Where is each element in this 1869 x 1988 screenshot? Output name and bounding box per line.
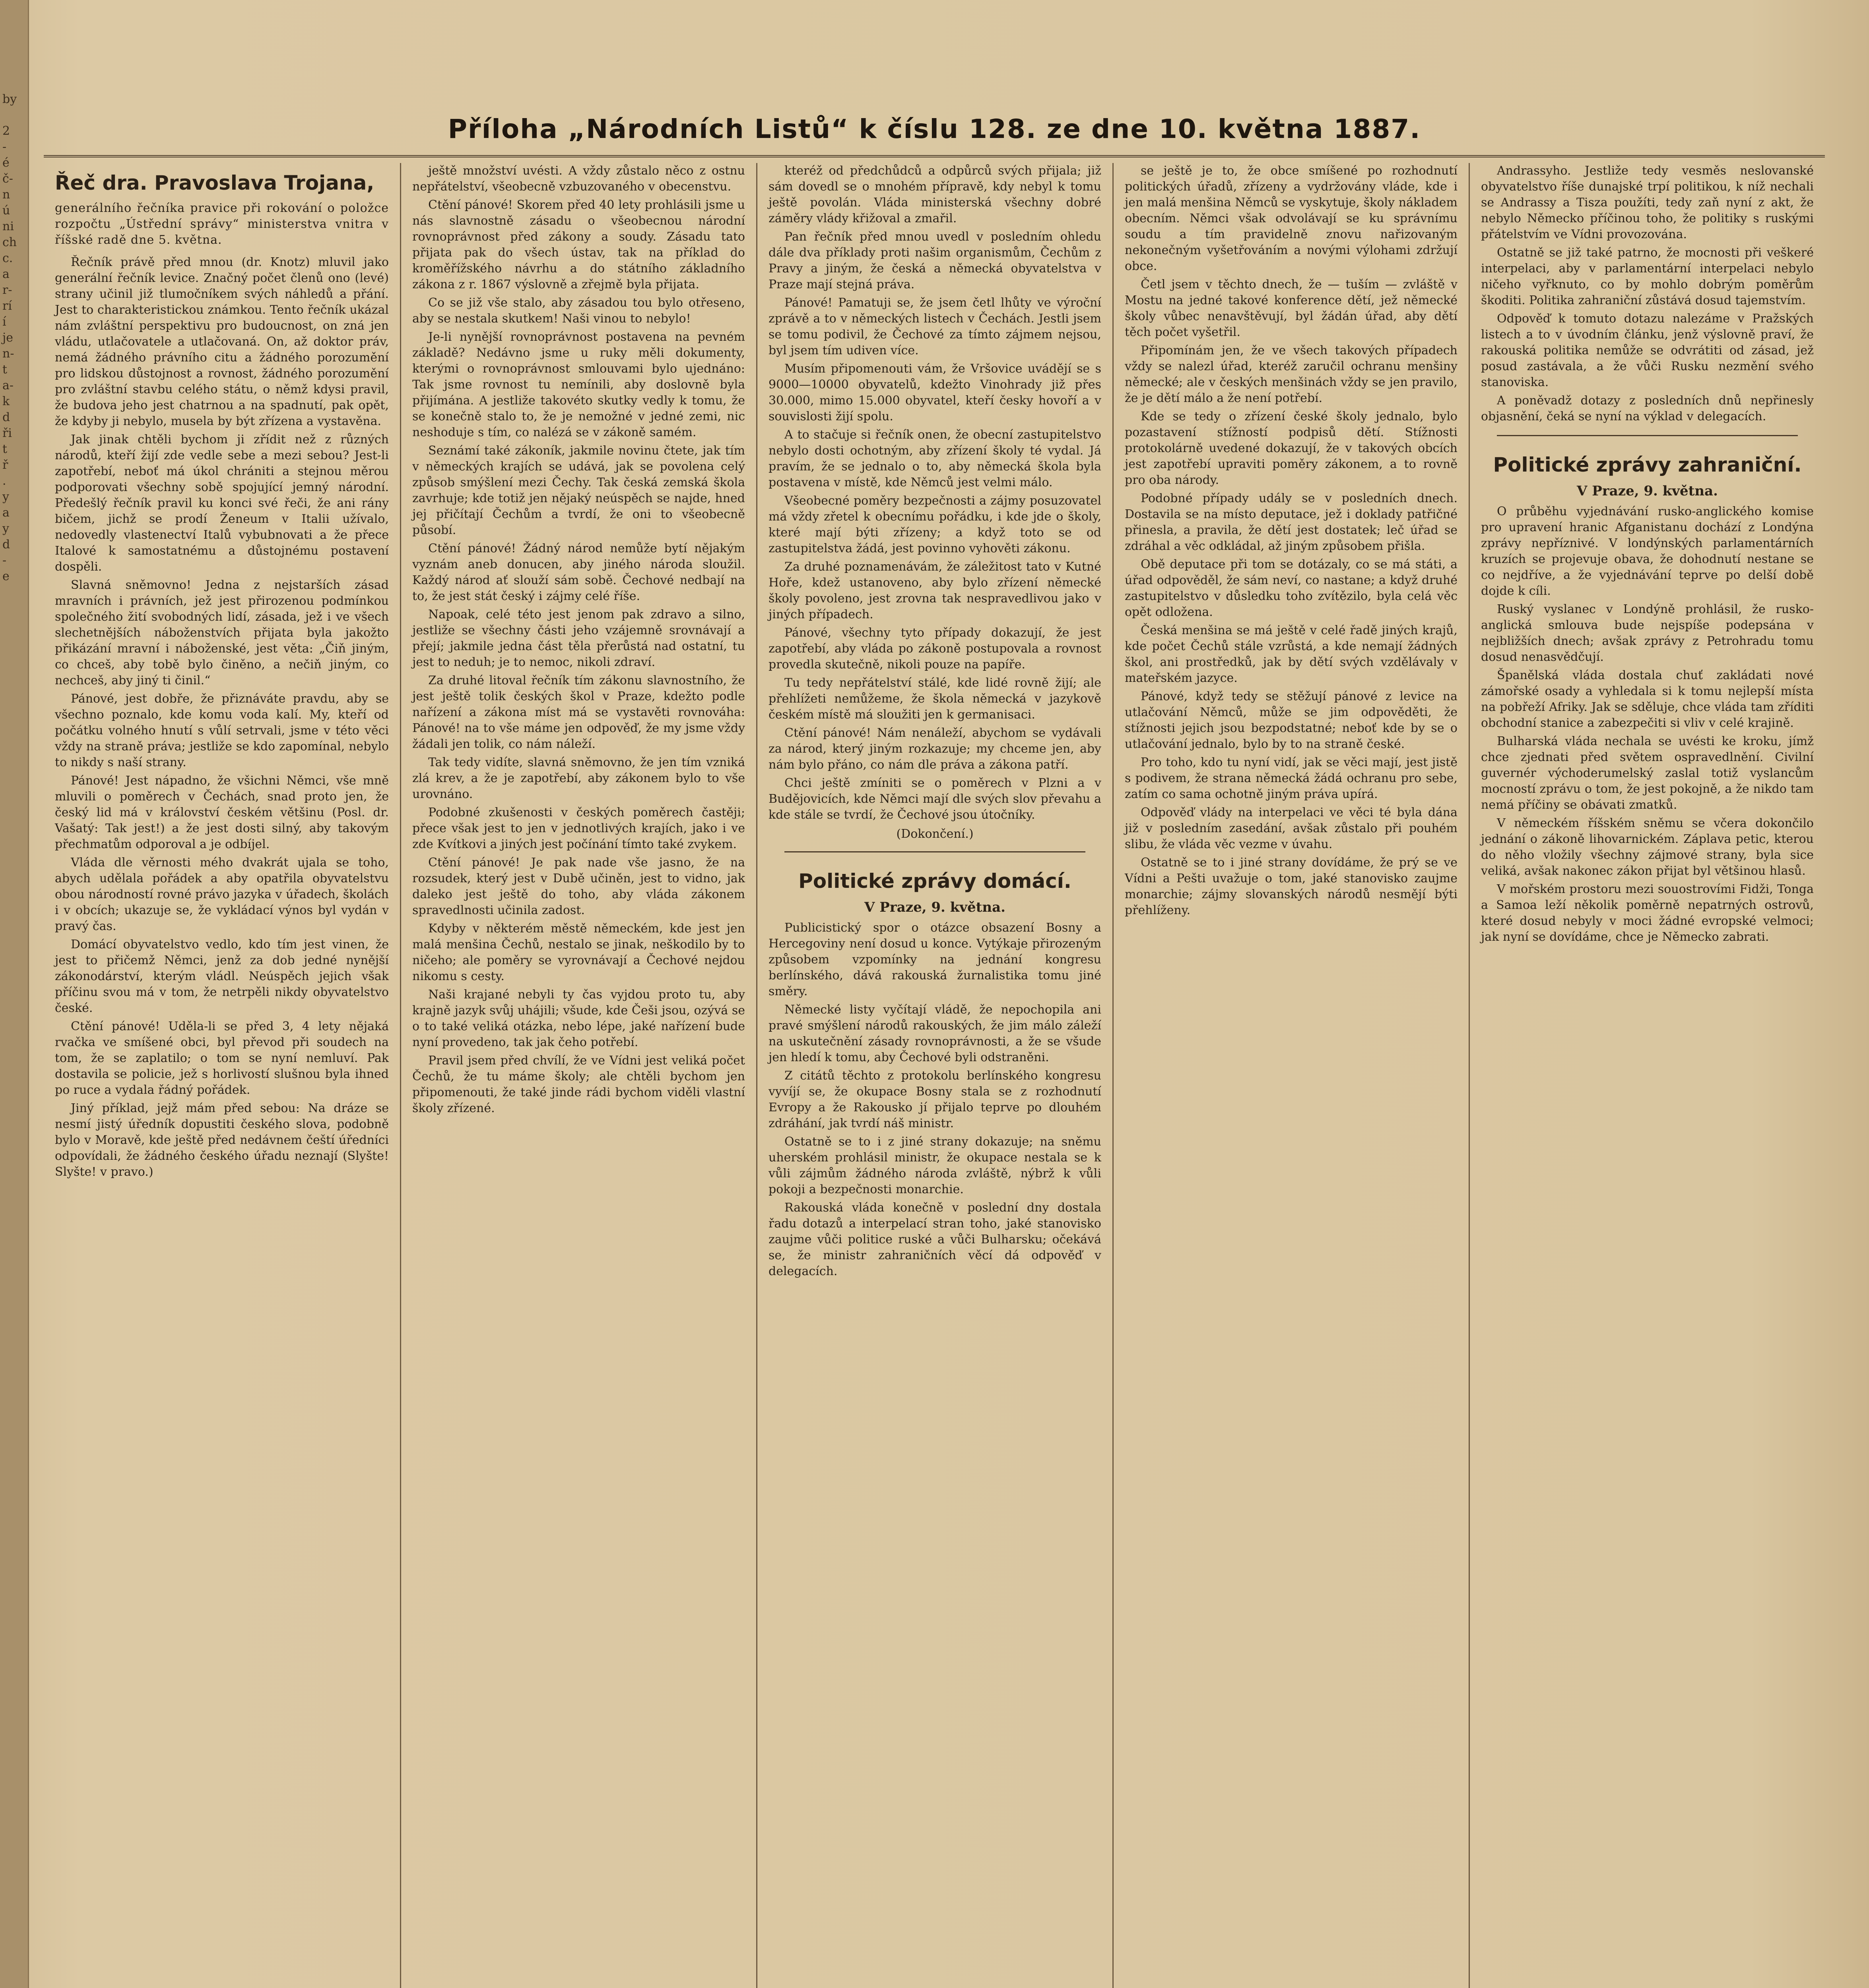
paragraph: Kdyby v některém městě německém, kde jest jen malá menšina Čechů, nestalo se jinak, neškodilo by to ničeho; ale poměry se vyrovnávají a Čechové nejdou nikomu s cesty. — [412, 922, 745, 983]
paragraph: Za druhé poznamenávám, že záležitost tato v Kutné Hoře, kdež ustanoveno, aby bylo zřízení německé školy povoleno, jest zrovna tak nespravedlivou jako v jiných případech. — [769, 560, 1101, 621]
paragraph: ještě množství uvésti. A vždy zůstalo něco z ostnu nepřátelství, všeobecně vzbuzovaného v obecenstvu. — [412, 164, 745, 194]
paragraph: A to stačuje si řečník onen, že obecní zastupitelstvo nebylo dosti ochotným, aby zřízení školy té vydal. Já pravím, že se jednalo o to, aby německá škola byla postavena v místě, kde Němců jest velmi málo. — [769, 428, 1101, 489]
paragraph: Musím připomenouti vám, že Vršovice uvádějí se s 9000—10000 obyvatelů, kdežto Vinohrady již přes 30.000, mimo 15.000 obyvatel, kteří česky hovoří a v souvislosti žijí spolu. — [769, 362, 1101, 423]
paragraph: Odpověď k tomuto dotazu nalezáme v Pražských listech a to v úvodním článku, jenž výslovně praví, že rakouská politika nemůže se odvrátiti od zásad, jež posud zastávala, a že vůči Rusku nezmění svého stanoviska. — [1481, 312, 1814, 389]
section-divider — [1497, 435, 1798, 436]
paragraph: Všeobecné poměry bezpečnosti a zájmy posuzovatel má vždy zřetel k obecnímu pořádku, i kde jde o školy, které mají býti zřízeny; a když toto se od zastupitelstva žádá, jest povinno vyhověti zákonu. — [769, 494, 1101, 555]
paragraph: Pánové, když tedy se stěžují pánové z levice na utlačování Němců, může se jim odpověděti, že stížnosti jejich jsou bezpodstatné; neboť kde by se o utlačování jednalo, bylo by to na straně české. — [1125, 689, 1458, 751]
paragraph: Domácí obyvatelstvo vedlo, kdo tím jest vinen, že jest to přičemž Němci, jenž za dob jedné nynější zákonodárství, kterým vládl. Neúspěch jejich však příčinu svou má v tom, že netrpěli nikdy obyvatelstvo české. — [55, 938, 389, 1015]
paragraph: Ctění pánové! Žádný národ nemůže bytí nějakým vyznám aneb donucen, aby jiného národa sloužil. Každý národ ať slouží sám sobě. Čechové nedbají na to, že jest stát český i zájmy celé říše. — [412, 542, 745, 603]
paragraph: Ctění pánové! Nám nenáleží, abychom se vydávali za národ, který jiným rozkazuje; my chceme jen, aby nám bylo přáno, co nám dle práva a zákona patří. — [769, 726, 1101, 772]
edge-fragments: by 2 - é č- n ú ni ch c. a r- rí í je n- t a- k d ři t ř . y a y d - e — [2, 92, 17, 583]
paragraph: Obě deputace při tom se dotázaly, co se má státi, a úřad odpověděl, že sám neví, co nastane; a když druhé zastupitelstvo v důsledku toho zvítězilo, byla celá věc opět odložena. — [1125, 557, 1458, 619]
paragraph: Publicistický spor o otázce obsazení Bosny a Hercegoviny není dosud u konce. Vytýkaje přirozeným způsobem vzpomínky na jednání kongresu berlínského, dává rakouská žurnalistika tomu jiné směry. — [769, 921, 1101, 998]
dateline: V Praze, 9. května. — [864, 899, 1005, 915]
column-1 — [44, 163, 400, 1988]
article-lead: generálního řečníka pravice při rokování o položce rozpočtu „Ústřední správy“ ministerstva vnitra v říšské radě dne 5. května. — [55, 201, 389, 247]
continuation-note: (Dokončení.) — [896, 827, 974, 841]
paragraph: Pro toho, kdo tu nyní vidí, jak se věci mají, jest jistě s podivem, že strana německá žádá ochranu pro sebe, zatím co sama ochotně jiným práva upírá. — [1125, 755, 1458, 801]
paragraph: se ještě je to, že obce smíšené po rozhodnutí politických úřadů, zřízeny a vydržovány vláde, kde i jen malá menšina Němců se vyskytuje, školy nákladem obecním. Němci však odvolávají se ku správnímu soudu a tím pravidelně znovu nařizovaným nekonečným vyšetřováním a novými výlohami zdržují obce. — [1125, 164, 1458, 273]
paragraph: Kde se tedy o zřízení české školy jednalo, bylo pozastavení stížností podpisů dětí. Stížnosti protokolárně uvedené dokazují, že v takových obcích jest zapotřebí upraviti poměry zákonem, a to rovně pro oba národy. — [1125, 410, 1458, 487]
paragraph: Ostatně se to i jiné strany dovídáme, že prý se ve Vídni a Pešti uvažuje o tom, jaké stanovisko zaujme monarchie; zájmy slovanských národů nesmějí býti přehlíženy. — [1125, 856, 1458, 917]
paragraph: V mořském prostoru mezi souostrovími Fidži, Tonga a Samoa leží několik poměrně nepatrných ostrovů, které dosud nebyly v moci žádné evropské velmoci; jak nyní se dovídáme, chce je Německo zabrati. — [1481, 882, 1814, 944]
paragraph: Vláda dle věrnosti mého dvakrát ujala se toho, abych udělala pořádek a aby opatřila obyvatelstvu obou národností rovné právo jazyka v úřadech, školách i v obcích; ukazuje se, že vykládací výnos byl vydán v pravý čas. — [55, 856, 389, 933]
paragraph: Španělská vláda dostala chuť zakládati nové zámořské osady a vyhledala si k tomu nejlepší místa na pobřeží Afriky. Jak se sděluje, chce vláda tam zříditi obchodní stanice a zabezpečiti si vliv v celé krajině. — [1481, 668, 1814, 730]
paragraph: Z citátů těchto z protokolu berlínského kongresu vyvíjí se, že okupace Bosny stala se z rozhodnutí Evropy a že Rakousko jí přijalo teprve po dlouhém zdráhání, jak tvrdí náš ministr. — [769, 1069, 1101, 1130]
section-divider — [784, 851, 1085, 852]
paragraph: Pánové! Jest nápadno, že všichni Němci, vše mně mluvili o poměrech v Čechách, snad proto jen, že český lid má v království českém většinu (Posl. dr. Vašatý: Tak jest!) a že jest dosti silný, aby takovým přechmatům odporoval a je odbíjel. — [55, 774, 389, 851]
paragraph: Tu tedy nepřátelství stálé, kde lidé rovně žijí; ale přehlížeti nemůžeme, že škola německá v jazykově českém místě má sloužiti jen k germanisaci. — [769, 676, 1101, 722]
paragraph: Ctění pánové! Skorem před 40 lety prohlásili jsme u nás slavnostně zásadu o všeobecnou národní rovnoprávnost před zákony a soudy. Zásadu tato přijata pak do všech ústav, tak na příklad do kroměřížského návrhu a do státního základního zákona z r. 1867 výslovně a zřejmě byla přijata. — [412, 198, 745, 291]
paragraph: Napoak, celé této jest jenom pak zdravo a silno, jestliže se všechny části jeho vzájemně srovnávají a přejí; jakmile jedna část těla přerůstá nad ostatní, tu jest to neduh; je to nemoc, nikoli zdraví. — [412, 608, 745, 669]
section-title-domestic: Politické zprávy domácí. — [798, 870, 1071, 893]
paragraph: Naši krajané nebyli ty čas vyjdou proto tu, aby krajně jazyk svůj uhájili; všude, kde Češi jsou, ozývá se o to také veliká otázka, nebo lépe, jaké nařízení bude nyní provedeno, tak jak čeho potřebí. — [412, 988, 745, 1049]
paragraph: Pánové, jest dobře, že přiznáváte pravdu, aby se všechno poznalo, kde komu voda kalí. My, kteří od počátku volného hnutí s vůlí setrvali, jsme v této věci vždy na straně práva; jestliže se kdo zapomínal, nebylo to nikdy s naší strany. — [55, 692, 389, 769]
paragraph: Pan řečník před mnou uvedl v posledním ohledu dále dva příklady proti našim organismům, Čechům z Pravy a jiným, že česká a německá obyvatelstva v Praze mají stejná práva. — [769, 230, 1101, 291]
paragraph: Ruský vyslanec v Londýně prohlásil, že rusko-anglická smlouva bude nejspíše podepsána v nejbližších dnech; avšak zprávy z Petrohradu tomu dosud nenasvědčují. — [1481, 602, 1814, 664]
paragraph: Ostatně se to i z jiné strany dokazuje; na sněmu uherském prohlásil ministr, že okupace nestala se k vůli zájmům žádného národa zvláště, nýbrž k vůli pokoji a bezpečnosti monarchie. — [769, 1135, 1101, 1196]
page-title: Příloha „Národních Listů“ k číslu 128. ze dne 10. května 1887. — [448, 114, 1421, 144]
article-title: Řeč dra. Pravoslava Trojana, — [55, 171, 375, 194]
paragraph: Pravil jsem před chvílí, že ve Vídni jest veliká počet Čechů, že tu máme školy; ale chtěli bychom jen připomenouti, že také jinde rádi bychom viděli vlastní školy zřízené. — [412, 1054, 745, 1115]
paragraph: V německém říšském sněmu se včera dokončilo jednání o zákoně lihovarnickém. Záplava petic, kterou do něho vložily všechny zájmové strany, byla sice veliká, avšak nakonec zákon přijat byl většinou hlasů. — [1481, 816, 1814, 878]
paragraph: Andrassyho. Jestliže tedy vesměs neslovanské obyvatelstvo říše dunajské trpí politikou, k níž nechali se Andrassy a Tisza použíti, tedy zaň nyní z akt, že nebylo Německo příčinou toho, že politiky s ruskými přátelstvím ve Vídni provozována. — [1481, 164, 1814, 241]
paragraph: Za druhé litoval řečník tím zákonu slavnostního, že jest ještě tolik českých škol v Praze, kdežto podle nařízení a zákona míst má se vystavěti rovnováha: Pánové! na to vše máme jen odpověď, že my jsme vždy žádali jen tolik, co nám náleží. — [412, 674, 745, 751]
paragraph: Jiný příklad, jejž mám před sebou: Na dráze se nesmí jistý úředník dopustiti českého slova, podobně bylo v Moravě, kde ještě před nedávnem čeští úředníci odpovídali, že žádného českého úřadu neznají (Slyšte! Slyšte! v pravo.) — [55, 1101, 389, 1179]
paragraph: Ctění pánové! Uděla-li se před 3, 4 lety nějaká rvačka ve smíšené obci, byl převod při soudech na tom, že se zaplatilo; o tom se nyní nemluví. Pak dostavila se policie, jež s horlivostí slušnou byla ihned po ruce a vydala řádný pořádek. — [55, 1019, 389, 1097]
paragraph: Řečník právě před mnou (dr. Knotz) mluvil jako generální řečník levice. Značný počet členů ono (levé) strany učinil již tlumočníkem svých náhledů a přání. Jest to charakteristickou známkou. Tento řečník ukázal nám zvláštní perspektivu pro budoucnost, on zná jen vládu, utlačovatele a utlačovaná. On, až doktor práv, nemá žádného právního citu a žádného porozumění pro lidskou důstojnost a rovnost, žádného porozumění pro zvláštní stavbu celého státu, o němž kdysi pravil, že budova jeho jest chatrnou a na spadnutí, pak opět, že kdyby ji nebylo, musela by být zřízena a vystavěna. — [55, 255, 389, 428]
paragraph: kteréž od předchůdců a odpůrců svých přijala; již sám dovedl se o mnohém přípravě, kdy nebyl k tomu ještě povolán. Vláda ministerská všechny dobré záměry vlády křižoval a zmařil. — [769, 164, 1101, 225]
paragraph: Připomínám jen, že ve všech takových případech vždy se nalezl úřad, kteréž zaručil ochranu menšiny německé; ale v českých menšinách vždy se jen pravilo, že je dětí málo a že není potřebí. — [1125, 344, 1458, 405]
column-5 — [1469, 163, 1825, 1988]
paragraph: Slavná sněmovno! Jedna z nejstarších zásad mravních i právních, jež jest přirozenou podmínkou společného žití svobodných lidí, zásada, jež i ve všech slechetnějších náboženstvích přijata byla jakožto přikázání mravní i náboženské, jest věta: „Čiň jiným, co chceš, aby tobě bylo činěno, a nečiň jiným, co nechceš, aby jiný ti činil.“ — [55, 578, 389, 687]
paragraph: Ostatně se již také patrno, že mocnosti při veškeré interpelaci, aby v parlamentární interpelaci nebylo ničeho vyřknuto, co by mohlo dobrým poměrům škoditi. Politika zahraniční zůstává dosud tajemstvím. — [1481, 246, 1814, 307]
paragraph: Tak tedy vidíte, slavná sněmovno, že jen tím vzniká zlá krev, a že je zapotřebí, aby zákonem bylo to vše urovnáno. — [412, 755, 745, 801]
paragraph: A poněvadž dotazy z posledních dnů nepřinesly objasnění, čeká se nyní na výklad v delegacích. — [1481, 394, 1814, 423]
paragraph: Podobné případy udály se v posledních dnech. Dostavila se na místo deputace, jež i doklady patřičné přinesla, a pravila, že dětí jest dostatek; leč úřad se zdráhal a věc odkládal, až jiným způsobem přišla. — [1125, 491, 1458, 553]
page-header — [44, 107, 1825, 157]
paragraph: Je-li nynější rovnoprávnost postavena na pevném základě? Nedávno jsme u ruky měli dokumenty, kterými o rovnoprávnost smlouvami bylo ujednáno: Tak jsme rovnost tu nemínili, aby doslovně byla přijímána. A jestliže takovéto skutky vedly k tomu, že se konečně stalo to, že je nemožné v jedné zemi, nic neshoduje s tím, co nalézá se v zákoně samém. — [412, 330, 745, 439]
paragraph: Seznámí také zákoník, jakmile novinu čtete, jak tím v německých krajích se udává, jak se povolena celý způsob smýšlení mezi Čechy. Tak česká zemská škola zavrhuje; kde totiž jen nějaký neúspěch se najde, hned jej přičítají Čechům a tvrdí, že oni to všeobecně působí. — [412, 444, 745, 537]
paragraph: Německé listy vyčítají vládě, že nepochopila ani pravé smýšlení národů rakouských, že jim málo záleží na uskutečnění zásady rovnoprávnosti, a že se všude jen hledí k tomu, aby Čechové byli odstraněni. — [769, 1003, 1101, 1064]
paragraph: Česká menšina se má ještě v celé řadě jiných krajů, kde počet Čechů stále vzrůstá, a kde nemají žádných škol, ani prostředků, jak by dětí svých vzdělávaly v mateřském jazyce. — [1125, 623, 1458, 685]
section-title-foreign: Politické zprávy zahraniční. — [1493, 453, 1802, 476]
paragraph: O průběhu vyjednávání rusko-anglického komise pro upravení hranic Afganistanu dochází z Londýna zprávy nepříznivé. V londýnských parlamentárních kruzích se projevuje obava, že dohodnutí nestane se co nejdříve, a že vyjednávání teprve po delší době dojde k cíli. — [1481, 505, 1814, 598]
paragraph: Rakouská vláda konečně v poslední dny dostala řadu dotazů a interpelací stran toho, jaké stanovisko zaujme vůči politice ruské a vůči Bulharsku; očekává se, že ministr zahraničních věcí dá odpověď v delegacích. — [769, 1201, 1101, 1278]
paragraph: Ctění pánové! Je pak nade vše jasno, že na rozsudek, který jest v Dubě učiněn, jest to vidno, jak daleko jest ještě do toho, aby vláda zákonem spravedlnosti učinila zadost. — [412, 856, 745, 917]
paragraph: Bulharská vláda nechala se uvésti ke kroku, jímž chce zjednati před světem ospravedlnění. Civilní guvernér východerumelský zaslal totiž vyslancům mocností zprávu o tom, že jest pokojně, a že nikdo tam nemá příčiny se obávati zmatků. — [1481, 734, 1814, 812]
column-4 — [1112, 163, 1469, 1988]
adjacent-page-edge — [0, 0, 29, 1988]
paragraph: Co se již vše stalo, aby zásadou tou bylo otřeseno, aby se nestala skutkem! Naši vinou to nebylo! — [412, 296, 745, 326]
paragraph: Pánové! Pamatuji se, že jsem četl lhůty ve výroční zprávě a to v německých listech v Čechách. Jestli jsem se tomu podivil, že Čechové za tímto zájmem nejsou, byl jsem tím udiven více. — [769, 296, 1101, 357]
paragraph: Jak jinak chtěli bychom ji zřídit než z různých národů, kteří žijí zde vedle sebe a mezi sebou? Jest-li zapotřebí, neboť má úkol chrániti a stejnou měrou podporovati všechny sobě spojující jemný národní. Předešlý řečník pravil ku konci své řeči, že ani rány bičem, jichž se prodí Ženeum v Italii užívalo, nedovedly vlastenectví Italů vybubnovati a že přece Italové k samostatnému a důstojnému postavení dospěli. — [55, 433, 389, 574]
dateline: V Praze, 9. května. — [1577, 483, 1718, 499]
paragraph: Četl jsem v těchto dnech, že — tuším — zvláště v Mostu na jedné takové konference dětí, jež německé školy vůbec nenavštěvují, byl žádán úřad, aby dětí těch počet vyšetřil. — [1125, 278, 1458, 339]
column-3 — [756, 163, 1112, 1988]
article-columns — [44, 163, 1825, 1988]
paragraph: Chci ještě zmíniti se o poměrech v Plzni a v Budějovicích, kde Němci mají dle svých slov převahu a kde stále se tvrdí, že Čechové jsou útočníky. — [769, 776, 1101, 822]
column-2 — [400, 163, 756, 1988]
paragraph: Pánové, všechny tyto případy dokazují, že jest zapotřebí, aby vláda po zákoně postupovala a rovnost provedla skutečně, nikoli pouze na papíře. — [769, 626, 1101, 672]
paragraph: Odpověď vlády na interpelaci ve věci té byla dána již v posledním zasedání, avšak zůstalo při pouhém slibu, že vláda věc vezme v úvahu. — [1125, 806, 1458, 851]
paragraph: Podobné zkušenosti v českých poměrech častěji; přece však jest to jen v jednotlivých krajích, jako i ve zde Kvítkovi a jiných jest počínání tímto také zvykem. — [412, 806, 745, 851]
